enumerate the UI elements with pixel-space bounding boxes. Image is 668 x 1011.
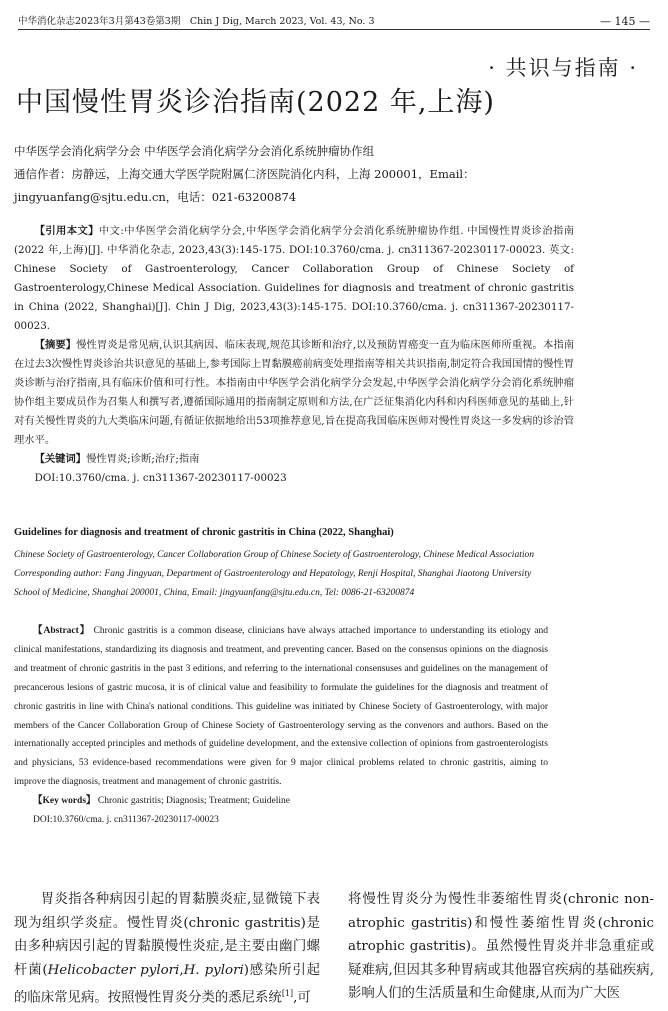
keywords-label: 【关键词】: [34, 453, 87, 465]
body-italic: Helicobacter pylori: [47, 962, 180, 978]
english-affiliations: [14, 546, 554, 603]
author-block: [14, 140, 654, 209]
section-tag: · 共识与指南 ·: [488, 56, 638, 80]
english-doi: DOI:10.3760/cma. j. cn311367-20230117-00023: [33, 815, 219, 826]
body-italic: H. pylori: [183, 962, 244, 978]
body-text: ,可: [293, 990, 311, 1006]
body-text: )感染所引起的临床常见病。按照慢性胃炎分类的悉尼系统: [14, 962, 320, 1006]
english-keywords-text: Chronic gastritis; Diagnosis; Treatment; Guideline: [97, 796, 291, 807]
english-title: Guidelines for diagnosis and treatment of chronic gastritis in China (2022, Shanghai): [14, 527, 394, 538]
english-societies: Chinese Society of Gastroenterology, Cancer Collaboration Group of Chinese Society of Gastroenterology, Chinese Medical Association: [14, 550, 534, 560]
abstract-text: 慢性胃炎是常见病,认识其病因、临床表现,规范其诊断和治疗,以及预防胃癌变一直为临床医师所重视。本指南在过去3次慢性胃炎诊治共识意见的基础上,参考国际上胃黏膜癌前病变处理指南等相关共识指南,制定符合我国国情的慢性胃炎诊断与治疗指南,具有临床价值和可行性。本指南由中华医学会消化病学分会发起,中华医学会消化病学分会消化系统肿瘤协作组主要成员作为召集人和撰写者,遵循国际通用的指南制定原则和方法,在广泛征集消化内科和内科医师意见的基础上,针对有关慢性胃炎的九大类临床问题,有循证依据地给出53项推荐意见,旨在提高我国临床医师对慢性胃炎这一多发病的诊治管理水平。: [14, 339, 574, 446]
abstract-paragraph: [14, 336, 574, 450]
english-abstract-text: Chronic gastritis is a common disease, clinicians have always attached importance to understanding its etiology and clinical manifestations, standardizing its diagnosis and treatment, and preventing cancer. Based on the consensus opinions on the diagnosis and treatment of chronic gastritis in the past 3 editions, and referring to the international consensuses and guidelines on the management of precancerous lesions of gastric mucosa, it is of clinical value and feasibility to formulate the guidelines for the diagnosis and treatment of chronic gastritis in line with China's national conditions. This guideline was initiated by Chinese Society of Gastroenterology, with major members of the Cancer Collaboration Group of Chinese Society of Gastroenterology serving as the convenors and authors. Based on the internationally accepted principles and methods of guideline development, and the extensive collection of opinions from gastroenterologists and physicians, 53 evidence-based recommendations were given for 9 major clinical problems related to chronic gastritis, aiming to improve the diagnosis, treatment and management of chronic gastritis.: [14, 626, 549, 788]
article-title: 中国慢性胃炎诊治指南(2022 年,上海): [16, 87, 495, 118]
english-abstract-block: [14, 622, 548, 830]
english-abstract-label: 【Abstract】: [33, 626, 91, 636]
corresponding-line: 通信作者：房静远，上海交通大学医学院附属仁济医院消化内科，上海 200001，Email：: [14, 167, 475, 181]
journal-info: 中华消化杂志2023年3月第43卷第3期 Chin J Dig, March 2023, Vol. 43, No. 3: [18, 16, 375, 27]
abstract-label: 【摘要】: [34, 339, 77, 351]
header-rule: [18, 29, 650, 30]
body-text: 胃炎指各种病因引起的胃黏膜炎症,显微镜下表现为组织学炎症。慢性胃炎(chronic gastritis)是由多种病因引起的胃黏膜慢性炎症,是主要由幽门螺杆菌(: [14, 892, 320, 978]
contact-line: jingyuanfang@sjtu.edu.cn，电话：021-63200874: [14, 190, 297, 204]
body-column-right: 将慢性胃炎分为慢性非萎缩性胃炎(chronic non-atrophic gastritis)和慢性萎缩性胃炎(chronic atrophic gastritis)。虽然慢性胃炎并非急重症或疑难病,但因其多种胃病或其他器官疾病的基础疾病,影响人们的生活质量和生命健康,从而为广大医: [348, 892, 654, 1001]
chinese-abstract-block: [14, 222, 574, 488]
keywords-text: 慢性胃炎;诊断;治疗;指南: [86, 453, 200, 465]
reference-marker[interactable]: [1]: [281, 989, 294, 998]
english-abstract-paragraph: [14, 622, 548, 792]
english-corresponding: Corresponding author: Fang Jingyuan, Department of Gastroenterology and Hepatology, Renji Hospital, Shanghai Jiaotong University School of Medicine, Shanghai 200001, China, Email: jingyuanfang@sjtu.edu.cn, Tel: 0086-21-63200874: [14, 569, 532, 598]
author-line: 中华医学会消化病学分会 中华医学会消化病学分会消化系统肿瘤协作组: [14, 144, 375, 158]
citation-paragraph: [14, 222, 574, 336]
english-keywords-paragraph: [14, 792, 548, 811]
body-text: ,: [179, 962, 184, 978]
body-column-left: [14, 888, 320, 1010]
citation-text: 中文:中华医学会消化病学分会,中华医学会消化病学分会消化系统肿瘤协作组. 中国慢性胃炎诊治指南(2022 年,上海)[J]. 中华消化杂志, 2023,43(3):145-175. DOI:10.3760/cma. j. cn311367-20230117-00023. 英文: Chinese Society of Gastroenterology, Cancer Collaboration Group of Chinese Society of Gastroenterology,Chinese Medical Association. Guidelines for diagnosis and treatment of chronic gastritis in China (2022, Shanghai)[J]. Chin J Dig, 2023,43(3):145-175. DOI:10.3760/cma. j. cn311367-20230117-00023.: [14, 225, 574, 332]
keywords-paragraph: [14, 450, 574, 469]
doi: DOI:10.3760/cma. j. cn311367-20230117-00023: [34, 472, 287, 484]
english-keywords-label: 【Key words】: [33, 796, 96, 807]
page-number: — 145 —: [600, 15, 650, 28]
citation-label: 【引用本文】: [34, 225, 99, 237]
